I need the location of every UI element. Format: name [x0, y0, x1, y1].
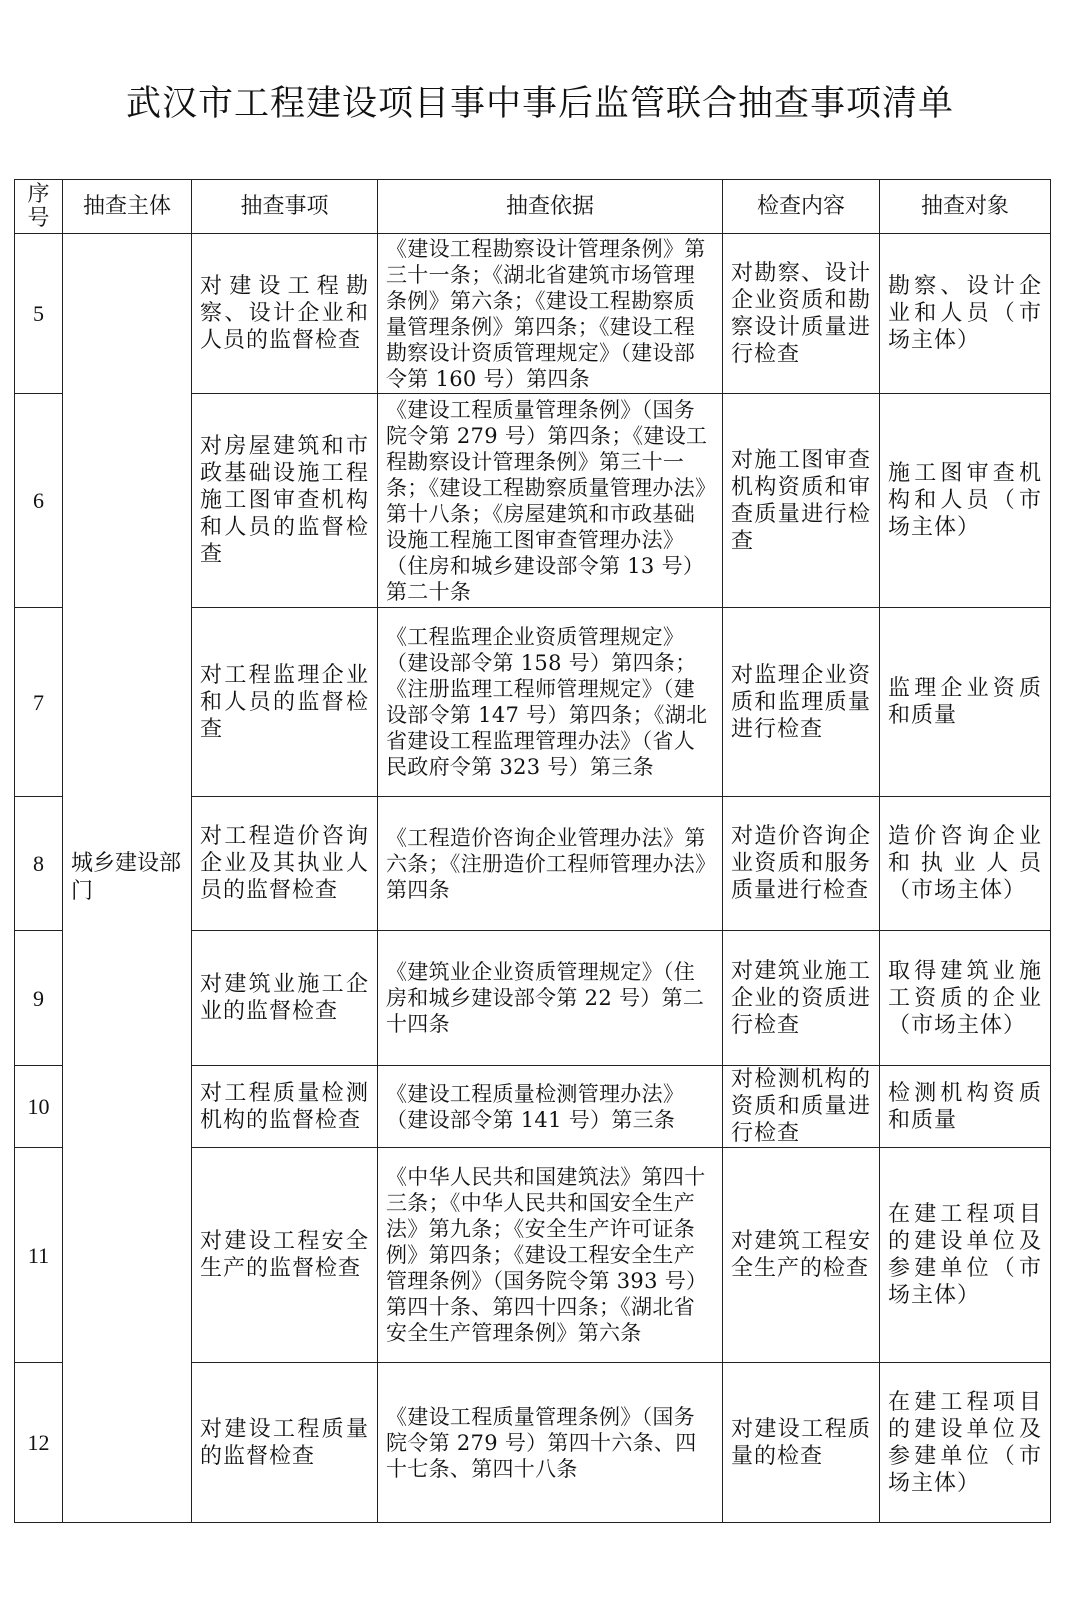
row-item: 对建设工程勘察、设计企业和人员的监督检查 [192, 234, 378, 394]
row-seq: 12 [15, 1363, 63, 1523]
row-seq: 6 [15, 394, 63, 608]
row-target: 在建工程项目的建设单位及参建单位（市场主体） [880, 1148, 1051, 1363]
row-item: 对房屋建筑和市政基础设施工程施工图审查机构和人员的监督检查 [192, 394, 378, 608]
row-target: 在建工程项目的建设单位及参建单位（市场主体） [880, 1363, 1051, 1523]
row-target: 取得建筑业施工资质的企业（市场主体） [880, 931, 1051, 1066]
row-item: 对建设工程质量的监督检查 [192, 1363, 378, 1523]
row-basis: 《建设工程质量管理条例》（国务院令第 279 号）第四十六条、四十七条、第四十八条 [378, 1363, 723, 1523]
row-basis: 《建设工程质量检测管理办法》（建设部令第 141 号）第三条 [378, 1066, 723, 1148]
header-seq: 序号 [15, 180, 63, 234]
header-subject: 抽查主体 [63, 180, 192, 234]
row-content: 对建筑业施工企业的资质进行检查 [723, 931, 880, 1066]
row-content: 对建设工程质量的检查 [723, 1363, 880, 1523]
row-seq: 10 [15, 1066, 63, 1148]
row-item: 对工程监理企业和人员的监督检查 [192, 608, 378, 797]
row-basis: 《建筑业企业资质管理规定》（住房和城乡建设部令第 22 号）第二十四条 [378, 931, 723, 1066]
header-content: 检查内容 [723, 180, 880, 234]
row-seq: 5 [15, 234, 63, 394]
row-item: 对建设工程安全生产的监督检查 [192, 1148, 378, 1363]
subject-department: 城乡建设部门 [63, 234, 192, 1523]
inspection-table [14, 179, 1051, 1523]
row-basis: 《建设工程勘察设计管理条例》第三十一条；《湖北省建筑市场管理条例》第六条；《建设工程勘察质量管理条例》第四条；《建设工程勘察设计资质管理规定》（建设部令第 160 号）第四条 [378, 234, 723, 394]
row-target: 施工图审查机构和人员（市场主体） [880, 394, 1051, 608]
row-content: 对建筑工程安全生产的检查 [723, 1148, 880, 1363]
row-item: 对工程质量检测机构的监督检查 [192, 1066, 378, 1148]
row-basis: 《工程造价咨询企业管理办法》第六条；《注册造价工程师管理办法》第四条 [378, 797, 723, 931]
row-basis: 《建设工程质量管理条例》（国务院令第 279 号）第四条；《建设工程勘察设计管理条例》第三十一条；《建设工程勘察质量管理办法》第十八条；《房屋建筑和市政基础设施工程施工图审查管理办法》（住房和城乡建设部令第 13 号）第二十条 [378, 394, 723, 608]
row-target: 检测机构资质和质量 [880, 1066, 1051, 1148]
row-content: 对勘察、设计企业资质和勘察设计质量进行检查 [723, 234, 880, 394]
header-item: 抽查事项 [192, 180, 378, 234]
row-seq: 11 [15, 1148, 63, 1363]
header-row [15, 180, 1051, 234]
row-content: 对造价咨询企业资质和服务质量进行检查 [723, 797, 880, 931]
header-target: 抽查对象 [880, 180, 1051, 234]
row-target: 监理企业资质和质量 [880, 608, 1051, 797]
row-seq: 7 [15, 608, 63, 797]
row-seq: 8 [15, 797, 63, 931]
table-row [15, 234, 1051, 394]
row-target: 造价咨询企业和执业人员（市场主体） [880, 797, 1051, 931]
row-basis: 《工程监理企业资质管理规定》（建设部令第 158 号）第四条；《注册监理工程师管理规定》（建设部令第 147 号）第四条；《湖北省建设工程监理管理办法》（省人民政府令第 323 号）第三条 [378, 608, 723, 797]
row-content: 对检测机构的资质和质量进行检查 [723, 1066, 880, 1148]
header-basis: 抽查依据 [378, 180, 723, 234]
row-item: 对工程造价咨询企业及其执业人员的监督检查 [192, 797, 378, 931]
row-content: 对监理企业资质和监理质量进行检查 [723, 608, 880, 797]
row-seq: 9 [15, 931, 63, 1066]
page-title: 武汉市工程建设项目事中事后监管联合抽查事项清单 [125, 84, 954, 124]
row-item: 对建筑业施工企业的监督检查 [192, 931, 378, 1066]
row-content: 对施工图审查机构资质和审查质量进行检查 [723, 394, 880, 608]
row-basis: 《中华人民共和国建筑法》第四十三条；《中华人民共和国安全生产法》第九条；《安全生产许可证条例》第四条；《建设工程安全生产管理条例》（国务院令第 393 号）第四十条、第四十四条；《湖北省安全生产管理条例》第六条 [378, 1148, 723, 1363]
row-target: 勘察、设计企业和人员（市场主体） [880, 234, 1051, 394]
